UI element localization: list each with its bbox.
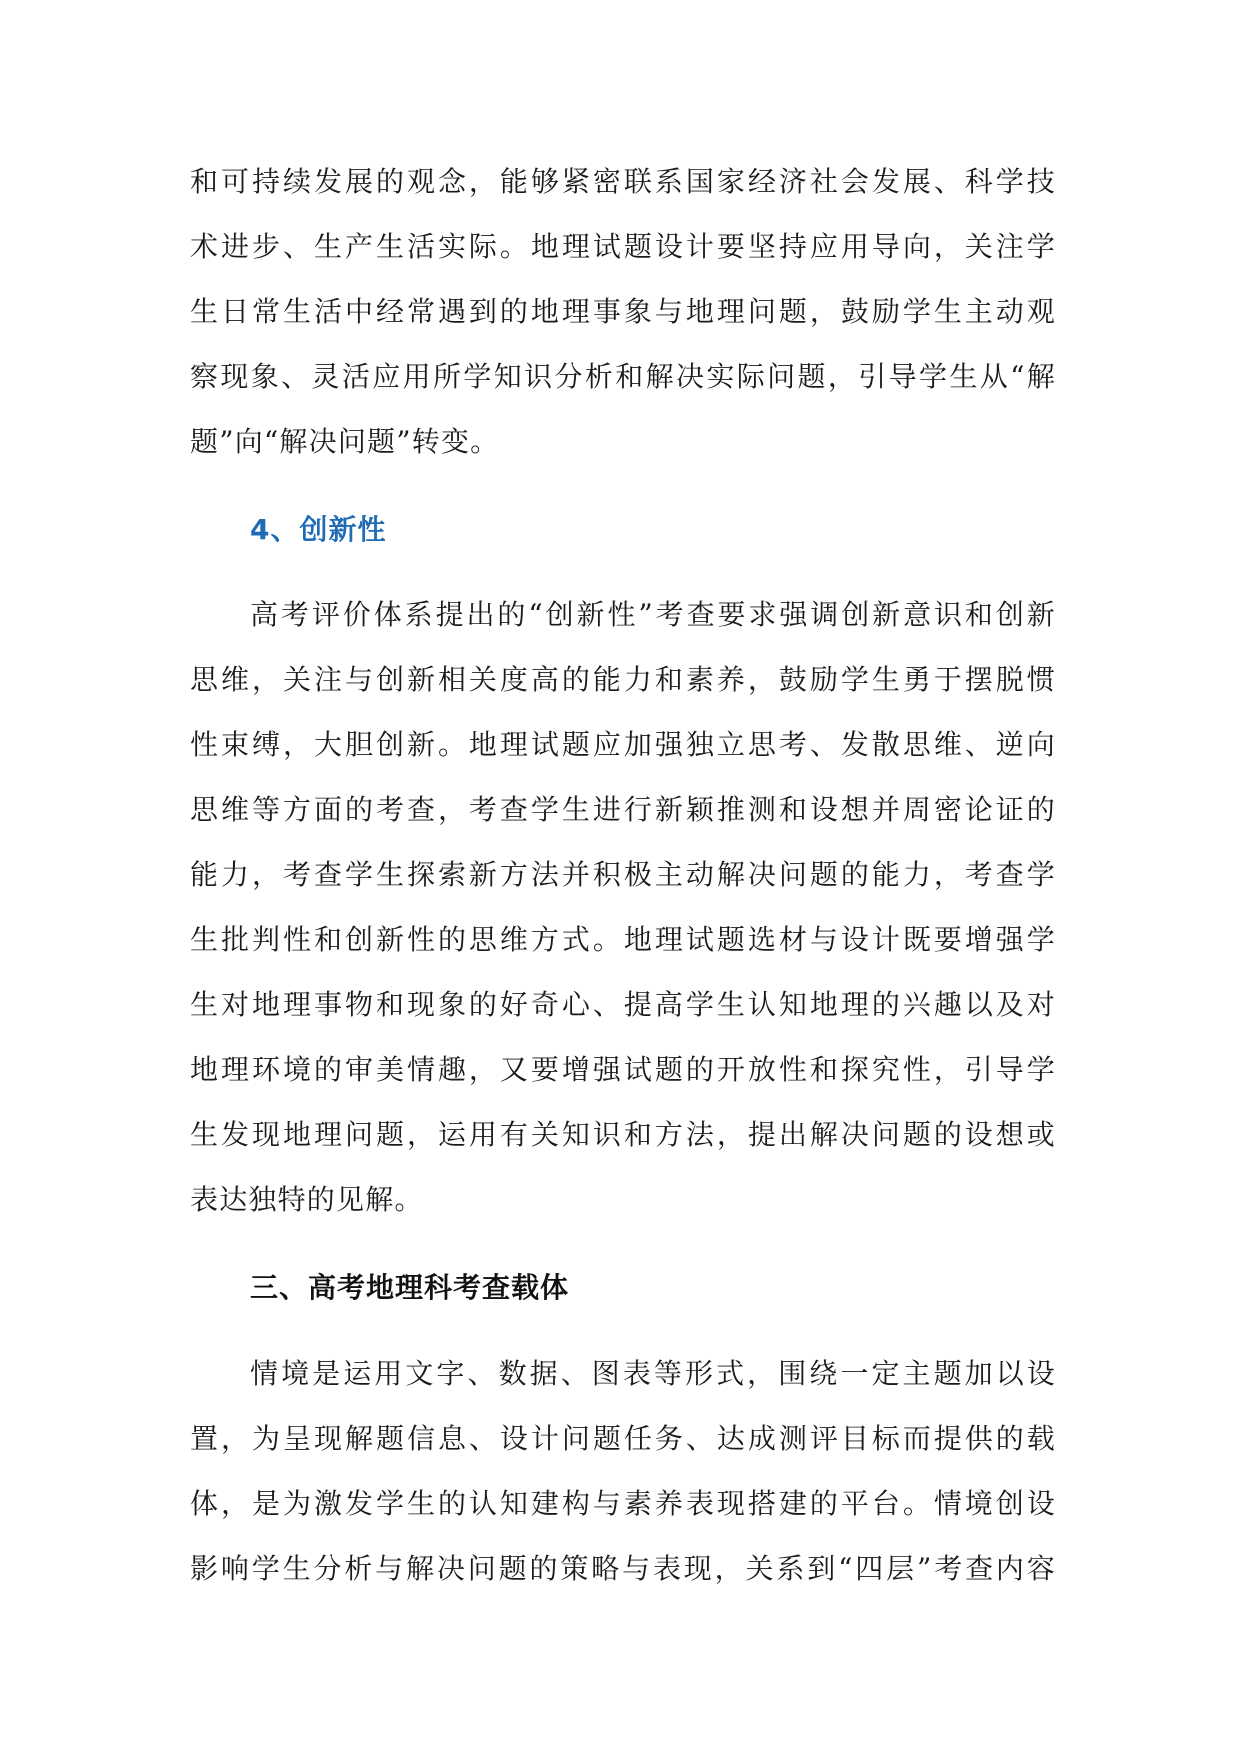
section-heading-carrier: 三、高考地理科考查载体: [250, 1271, 570, 1304]
text-line: 性束缚，大胆创新。地理试题应加强独立思考、发散思维、逆向: [190, 728, 1056, 761]
text-line: 察现象、灵活应用所学知识分析和解决实际问题，引导学生从“解: [190, 360, 1056, 393]
text-line: 思维，关注与创新相关度高的能力和素养，鼓励学生勇于摆脱惯: [190, 663, 1056, 696]
text-line: 能力，考查学生探索新方法并积极主动解决问题的能力，考查学: [190, 858, 1056, 891]
text-line: 思维等方面的考查，考查学生进行新颖推测和设想并周密论证的: [190, 793, 1056, 826]
text-line: 生对地理事物和现象的好奇心、提高学生认知地理的兴趣以及对: [190, 988, 1056, 1021]
text-line: 生日常生活中经常遇到的地理事象与地理问题，鼓励学生主动观: [190, 295, 1056, 328]
text-line: 高考评价体系提出的“创新性”考查要求强调创新意识和创新: [250, 598, 1056, 631]
text-line: 置，为呈现解题信息、设计问题任务、达成测评目标而提供的载: [190, 1422, 1056, 1455]
text-line: 情境是运用文字、数据、图表等形式，围绕一定主题加以设: [250, 1357, 1056, 1390]
text-line: 影响学生分析与解决问题的策略与表现，关系到“四层”考查内容: [190, 1552, 1056, 1585]
text-line: 术进步、生产生活实际。地理试题设计要坚持应用导向，关注学: [190, 230, 1056, 263]
text-line: 地理环境的审美情趣，又要增强试题的开放性和探究性，引导学: [190, 1053, 1056, 1086]
text-line: 体，是为激发学生的认知建构与素养表现搭建的平台。情境创设: [190, 1487, 1056, 1520]
section-heading-innovation: 4、创新性: [250, 513, 387, 546]
text-line: 生发现地理问题，运用有关知识和方法，提出解决问题的设想或: [190, 1118, 1056, 1151]
text-line: 表达独特的见解。: [190, 1183, 424, 1216]
text-line: 生批判性和创新性的思维方式。地理试题选材与设计既要增强学: [190, 923, 1056, 956]
text-line: 题”向“解决问题”转变。: [190, 425, 500, 458]
text-line: 和可持续发展的观念，能够紧密联系国家经济社会发展、科学技: [190, 165, 1056, 198]
